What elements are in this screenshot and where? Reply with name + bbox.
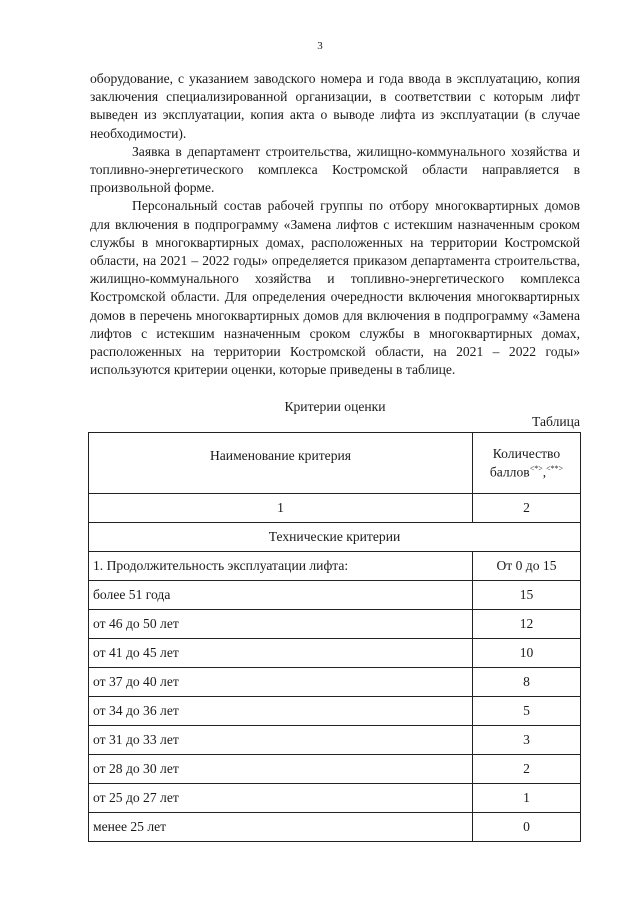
- table-row: [89, 813, 581, 842]
- table-row: [89, 726, 581, 755]
- footnote-separator: ,: [542, 464, 547, 480]
- criterion-name: более 51 года: [89, 581, 473, 610]
- table-row: [89, 784, 581, 813]
- paragraph-3: Персональный состав рабочей группы по отбору многоквартирных домов для включения в подпрограмму «Замена лифтов с истекшим назначенным сроком службы в многоквартирных домах, расположенных на территории Костромской области, на 2021 – 2022 годы» определяется приказом департамента строительства, жилищно-коммунального хозяйства и топливно-энергетического комплекса Костромской области. Для определения очередности включения многоквартирных домов в перечень многоквартирных домов для включения в подпрограмму «Замена лифтов с истекшим назначенным сроком службы в многоквартирных домах, расположенных на территории Костромской области, на 2021 – 2022 годы» используются критерии оценки, которые приведены в таблице.: [90, 198, 580, 378]
- table-header-row: [89, 433, 581, 494]
- criterion-points: 0: [472, 813, 580, 842]
- criterion-name: менее 25 лет: [89, 813, 473, 842]
- paragraph-1: оборудование, с указанием заводского номера и года ввода в эксплуатацию, копия заключения специализированной организации, в соответствии с которым лифт выведен из эксплуатации, копия акта о выводе лифта из эксплуатации (в случае необходимости).: [90, 71, 580, 141]
- criterion-points: 2: [472, 755, 580, 784]
- table-row: [89, 552, 581, 581]
- table-row: [89, 755, 581, 784]
- criterion-name: от 37 до 40 лет: [89, 668, 473, 697]
- table-label: Таблица: [532, 414, 580, 429]
- column-number-1: 1: [89, 494, 473, 523]
- page-number: 3: [317, 40, 323, 52]
- paragraph-2: Заявка в департамент строительства, жилищно-коммунального хозяйства и топливно-энергетического комплекса Костромской области направляется в произвольной форме.: [90, 143, 580, 196]
- criterion-name: от 28 до 30 лет: [89, 755, 473, 784]
- criterion-points: 1: [472, 784, 580, 813]
- table-row: [89, 697, 581, 726]
- table-row: [89, 668, 581, 697]
- criterion-name: от 31 до 33 лет: [89, 726, 473, 755]
- table-row: [89, 610, 581, 639]
- criterion-name: от 46 до 50 лет: [89, 610, 473, 639]
- criterion-points: 10: [472, 639, 580, 668]
- criterion-name: от 34 до 36 лет: [89, 697, 473, 726]
- header-points-label: Количество баллов: [489, 446, 561, 480]
- section-title: Технические критерии: [89, 523, 581, 552]
- criterion-points: 3: [472, 726, 580, 755]
- column-number-row: [89, 494, 581, 523]
- section-row: [89, 523, 581, 552]
- footnote-marker-2: <**>: [546, 464, 564, 474]
- footnote-marker-1: <*>: [529, 464, 543, 474]
- criterion-points: От 0 до 15: [472, 552, 580, 581]
- header-points: [472, 433, 580, 494]
- header-criterion-name: Наименование критерия: [89, 433, 473, 494]
- criterion-name: 1. Продолжительность эксплуатации лифта:: [89, 552, 473, 581]
- table-row: [89, 639, 581, 668]
- criterion-points: 5: [472, 697, 580, 726]
- table-title: Критерии оценки: [284, 399, 386, 414]
- criterion-name: от 41 до 45 лет: [89, 639, 473, 668]
- table-row: [89, 581, 581, 610]
- criterion-name: от 25 до 27 лет: [89, 784, 473, 813]
- criterion-points: 15: [472, 581, 580, 610]
- criterion-points: 12: [472, 610, 580, 639]
- column-number-2: 2: [472, 494, 580, 523]
- body-text: [90, 70, 580, 379]
- criteria-table: [88, 432, 581, 842]
- criterion-points: 8: [472, 668, 580, 697]
